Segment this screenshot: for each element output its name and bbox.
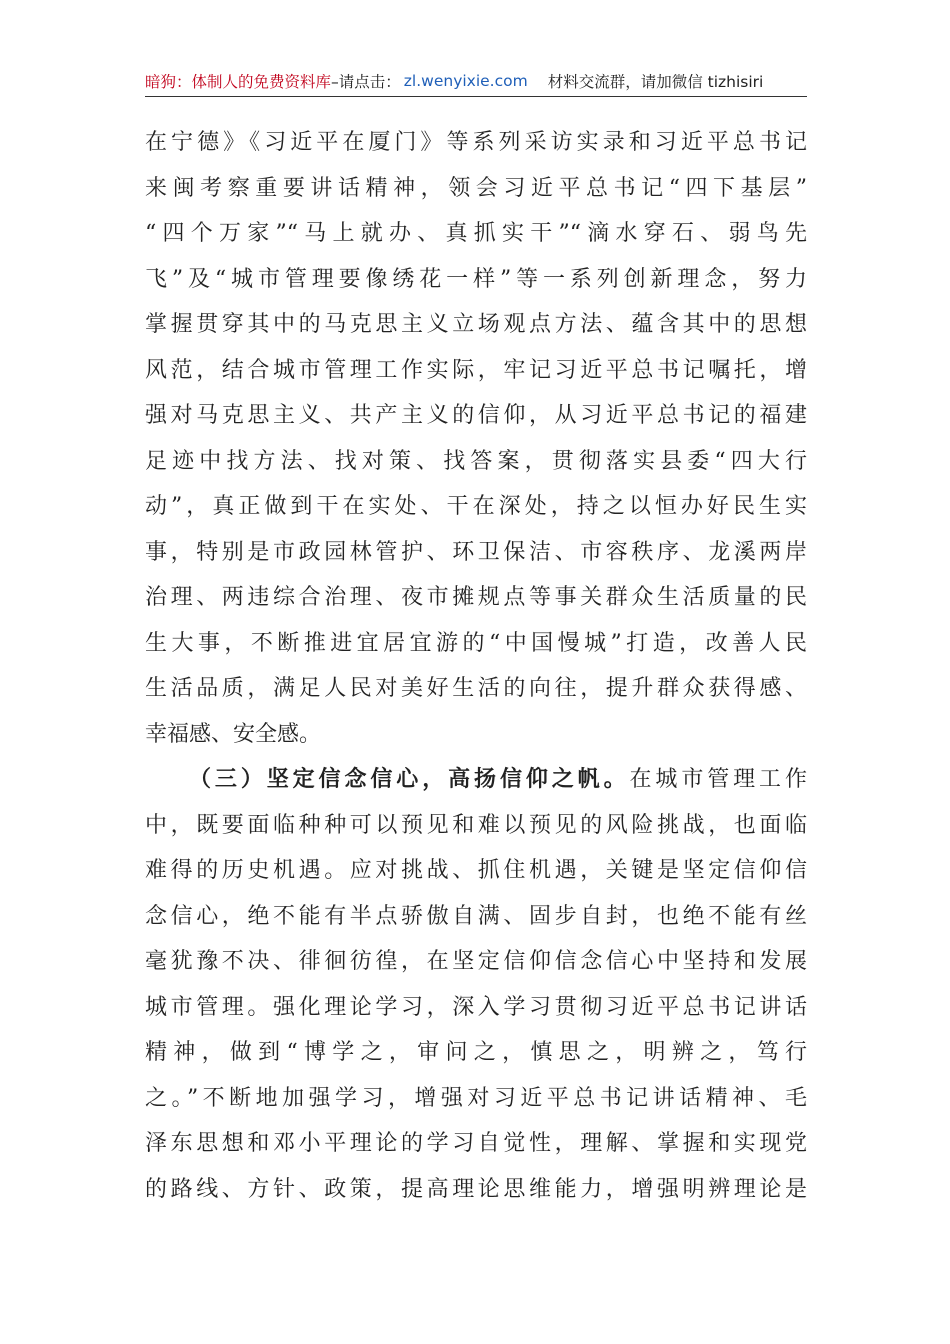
paragraph-2 (145, 757, 807, 1212)
header-prompt: –请点击： (331, 73, 401, 91)
text-line: 念信心，绝不能有半点骄傲自满、固步自封，也绝不能有丝 (145, 903, 807, 929)
text-line: 中，既要面临种种可以预见和难以预见的风险挑战，也面临 (145, 812, 807, 838)
text-line: 治理、两违综合治理、夜市摊规点等事关群众生活质量的民 (145, 585, 807, 610)
text-line: 强对马克思主义、共产主义的信仰，从习近平总书记的福建 (145, 403, 807, 428)
paragraph-1 (145, 120, 807, 757)
document-body (145, 120, 807, 1212)
header-divider (145, 96, 807, 97)
text-line: 泽东思想和邓小平理论的学习自觉性，理解、掌握和实现党 (145, 1131, 807, 1156)
text-line: 风范，结合城市管理工作实际，牢记习近平总书记嘱托，增 (145, 357, 807, 383)
text-line (145, 757, 807, 803)
text-line: 事，特别是市政园林管护、环卫保洁、市容秩序、龙溪两岸 (145, 539, 807, 565)
heading-continuation: 在城市管理工作 (629, 767, 807, 792)
text-line: 飞”及“城市管理要像绣花一样”等一系列创新理念，努力 (145, 266, 807, 292)
text-line: 生活品质，满足人民对美好生活的向往，提升群众获得感、 (145, 676, 807, 701)
text-line: “四个万家”“马上就办、真抓实干”“滴水穿石、弱鸟先 (145, 221, 807, 246)
text-line: 掌握贯穿其中的马克思主义立场观点方法、蕴含其中的思想 (145, 312, 807, 337)
section-heading: （三）坚定信念信心，高扬信仰之帆。 (189, 766, 630, 792)
text-line: 足迹中找方法、找对策、找答案，贯彻落实县委“四大行 (145, 448, 807, 474)
page-header (145, 68, 807, 94)
text-line: 精神，做到“博学之，审问之，慎思之，明辨之，笃行 (145, 1040, 807, 1065)
text-line: 生大事，不断推进宜居宜游的“中国慢城”打造，改善人民 (145, 630, 807, 656)
text-line: 难得的历史机遇。应对挑战、抓住机遇，关键是坚定信仰信 (145, 858, 807, 883)
text-line: 幸福感、安全感。 (145, 721, 322, 747)
text-line: 之。”不断地加强学习，增强对习近平总书记讲话精神、毛 (145, 1085, 807, 1111)
text-line: 在宁德》《习近平在厦门》等系列采访实录和习近平总书记 (145, 130, 807, 155)
text-line: 动”，真正做到干在实处、干在深处，持之以恒办好民生实 (145, 494, 807, 519)
header-brand: 暗狗：体制人的免费资料库 (145, 73, 332, 91)
text-line: 的路线、方针、政策，提高理论思维能力，增强明辨理论是 (145, 1176, 807, 1202)
text-line: 来闽考察重要讲话精神，领会习近平总书记“四下基层” (145, 175, 807, 201)
text-line: 城市管理。强化理论学习，深入学习贯彻习近平总书记讲话 (145, 994, 807, 1020)
header-link[interactable]: zl.wenyixie.com (403, 72, 528, 90)
header-contact: 材料交流群，请加微信 tizhisiri (547, 73, 764, 91)
text-line: 毫犹豫不决、徘徊彷徨，在坚定信仰信念信心中坚持和发展 (145, 949, 807, 974)
